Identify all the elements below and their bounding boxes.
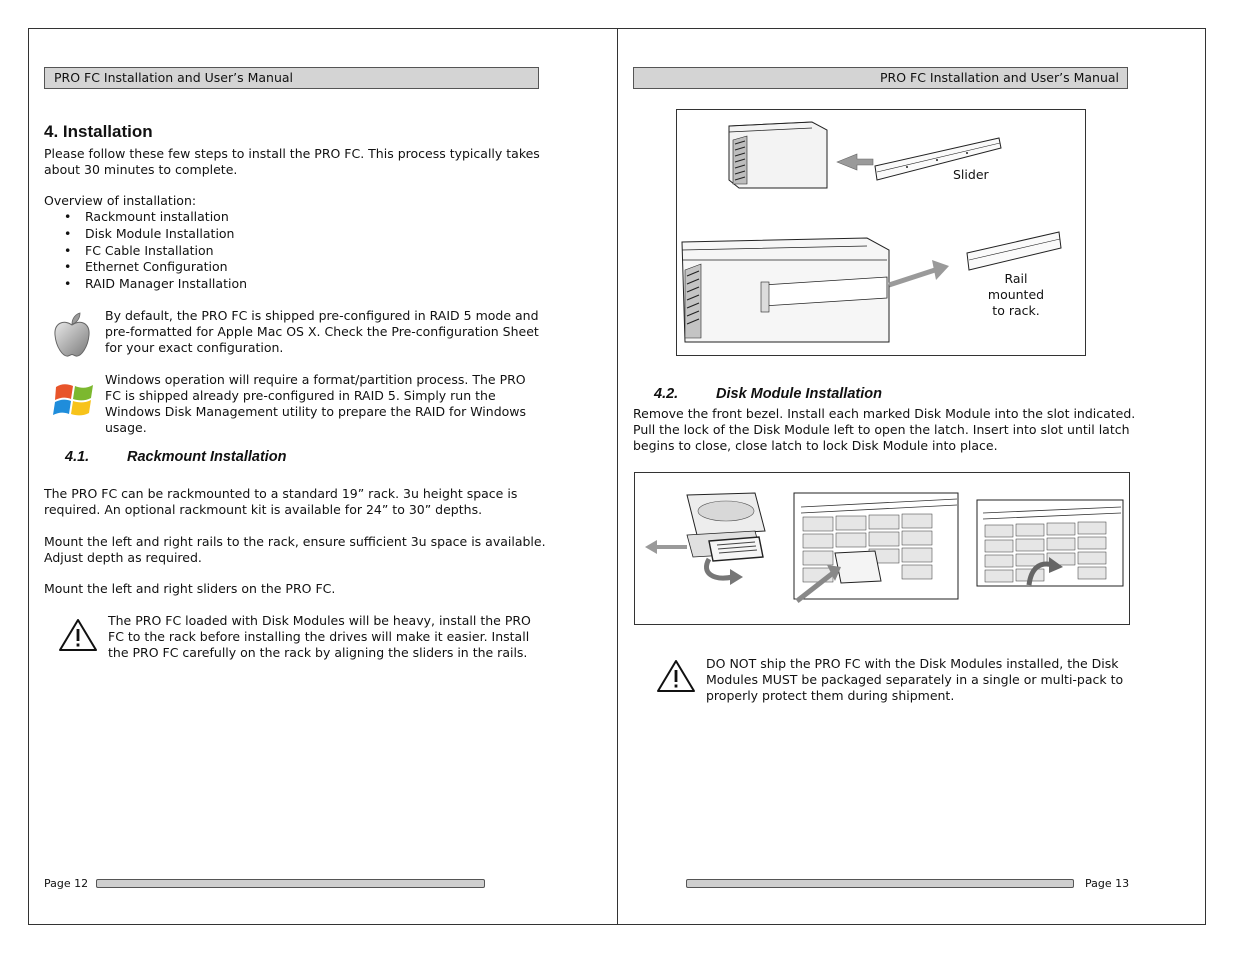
windows-note: [105, 372, 526, 436]
list-item: • Ethernet Configuration: [44, 259, 247, 276]
apple-logo-icon: [52, 311, 92, 359]
subsection-title: Disk Module Installation: [716, 386, 882, 402]
note-line: properly protect them during shipment.: [706, 688, 955, 703]
rail-label-line: Rail mounted: [987, 271, 1045, 302]
text-line: begins to close, close latch to lock Disk Module into place.: [633, 438, 998, 453]
note-line: FC to the rack before installing the drives will make it easier. Install: [108, 629, 530, 644]
subsection-title: Rackmount Installation: [127, 449, 287, 465]
note-line: Windows operation will require a format/partition process. The PRO: [105, 372, 526, 387]
rail-label-line: to rack.: [992, 303, 1040, 318]
shipping-warning-note: [706, 656, 1123, 704]
note-line: for your exact configuration.: [105, 340, 284, 355]
arrow-icon: [889, 260, 949, 285]
right-header-title: PRO FC Installation and User’s Manual: [880, 70, 1119, 85]
left-footer-bar: [96, 879, 485, 888]
note-line: Windows Disk Management utility to prepare the RAID for Windows: [105, 404, 527, 419]
right-header-bar: [633, 67, 1128, 89]
right-footer-bar: [686, 879, 1074, 888]
note-line: usage.: [105, 420, 147, 435]
note-line: Modules MUST be packaged separately in a single or multi-pack to: [706, 672, 1124, 687]
disk-module-paragraph: [633, 406, 1135, 454]
text-line: required. An optional rackmount kit is available for 24” to 30” depths.: [44, 502, 483, 517]
rack-paragraph-2: [44, 534, 546, 566]
intro-paragraph: [44, 146, 540, 178]
disk-module-figure: [634, 472, 1130, 625]
note-line: the PRO FC carefully on the rack by aligning the sliders in the rails.: [108, 645, 528, 660]
disk-module-illustration: [687, 493, 765, 561]
subsection-number: 4.1.: [65, 449, 90, 465]
text-line: Remove the front bezel. Install each marked Disk Module into the slot indicated.: [633, 406, 1136, 421]
arrow-icon: [645, 540, 687, 554]
right-page-number: Page 13: [1085, 877, 1130, 890]
rack-paragraph-1: [44, 486, 517, 518]
left-header-title: PRO FC Installation and User’s Manual: [54, 70, 293, 85]
arrow-icon: [837, 154, 873, 170]
rail-slider-figure: [676, 109, 1086, 356]
text-line: Pull the lock of the Disk Module left to open the latch. Insert into slot until latch: [633, 422, 1130, 437]
left-page-number: Page 12: [44, 877, 89, 890]
note-line: DO NOT ship the PRO FC with the Disk Modules installed, the Disk: [706, 656, 1119, 671]
warning-icon: [58, 618, 98, 652]
text-line: The PRO FC can be rackmounted to a standard 19” rack. 3u height space is: [44, 486, 518, 501]
overview-label: Overview of installation:: [44, 193, 197, 208]
subsection-number: 4.2.: [654, 386, 679, 402]
drive-bay-panel-locked-illustration: [977, 500, 1123, 586]
note-line: FC is shipped already pre-configured in RAID 5. Simply run the: [105, 388, 496, 403]
section-title: 4. Installation: [44, 122, 153, 141]
slider-label: Slider: [953, 167, 989, 182]
note-line: By default, the PRO FC is shipped pre-configured in RAID 5 mode and: [105, 308, 539, 323]
overview-list: [44, 209, 247, 293]
list-item: • Disk Module Installation: [44, 226, 247, 243]
intro-line: about 30 minutes to complete.: [44, 162, 238, 177]
note-line: The PRO FC loaded with Disk Modules will be heavy, install the PRO: [108, 613, 531, 628]
warning-icon: [656, 659, 696, 693]
text-line: Mount the left and right rails to the rack, ensure sufficient 3u space is available.: [44, 534, 546, 549]
list-item: • RAID Manager Installation: [44, 276, 247, 293]
rack-paragraph-3: Mount the left and right sliders on the PRO FC.: [44, 581, 336, 596]
list-item: • Rackmount installation: [44, 209, 247, 226]
subsection-heading-rackmount: [65, 449, 287, 465]
curved-arrow-icon: [706, 559, 743, 585]
heavy-warning-note: [108, 613, 531, 661]
page-divider: [617, 28, 618, 925]
chassis-bottom-illustration: [682, 238, 889, 342]
note-line: pre-formatted for Apple Mac OS X. Check the Pre-configuration Sheet: [105, 324, 539, 339]
left-header-bar: [44, 67, 539, 89]
intro-line: Please follow these few steps to install the PRO FC. This process typically takes: [44, 146, 540, 161]
chassis-top-illustration: [729, 122, 827, 188]
subsection-heading-disk-module: [654, 386, 882, 402]
rail-label: [976, 271, 1056, 319]
mac-note: [105, 308, 539, 356]
text-line: Adjust depth as required.: [44, 550, 202, 565]
rack-rail-illustration: [967, 232, 1061, 270]
windows-logo-icon: [53, 381, 97, 421]
list-item: • FC Cable Installation: [44, 243, 247, 260]
